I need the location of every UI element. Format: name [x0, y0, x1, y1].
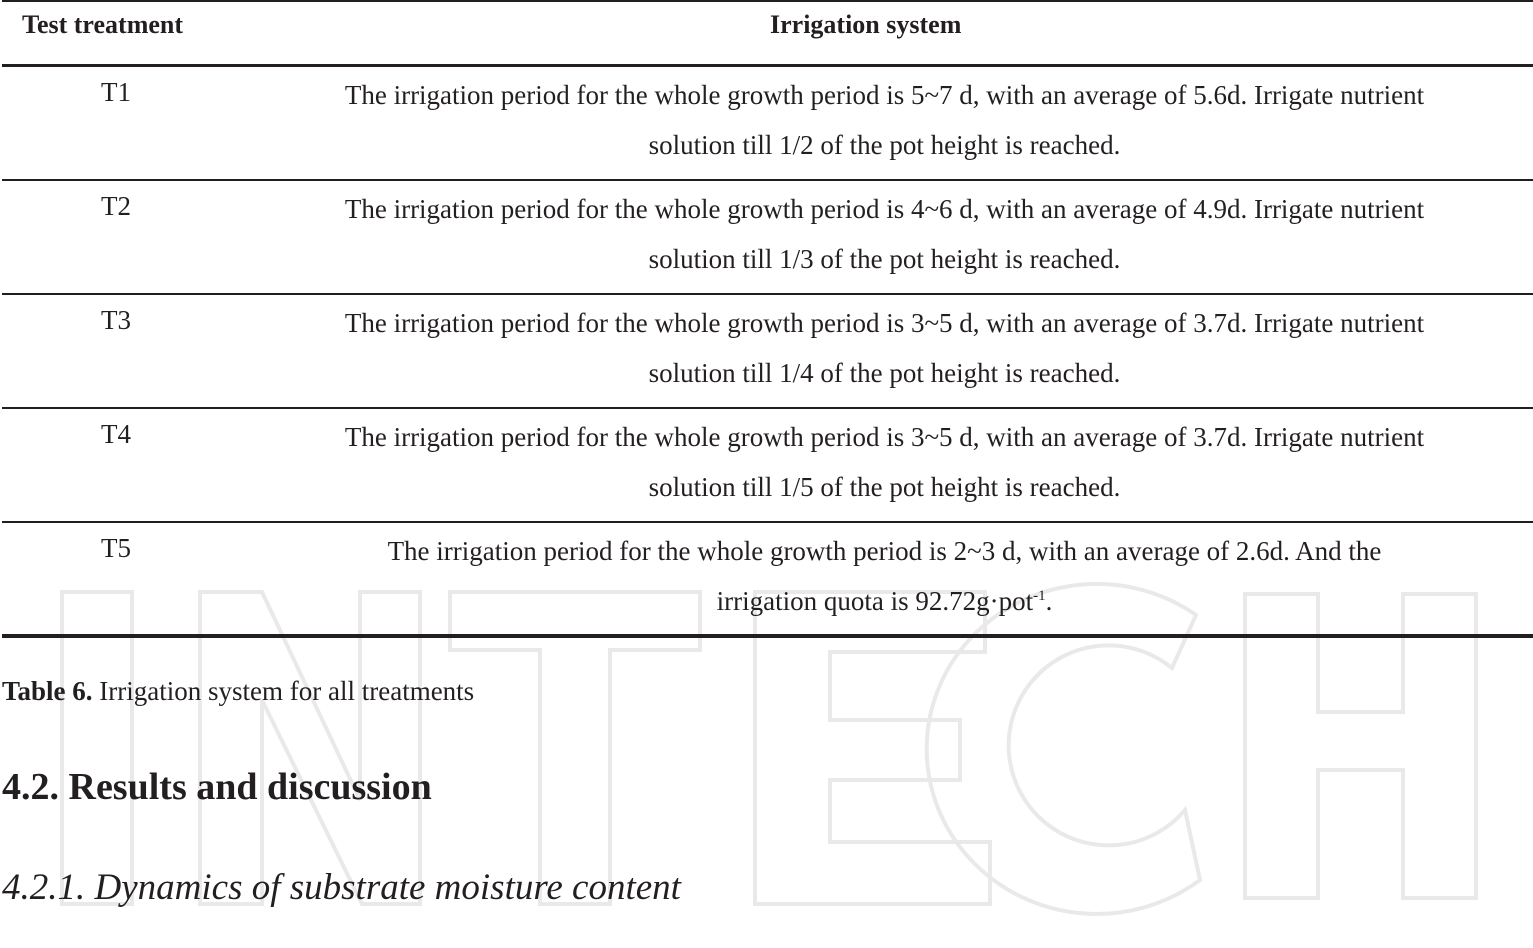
treatment-cell: T1	[101, 77, 131, 107]
irrigation-cell	[236, 412, 1533, 512]
watermark-letter-h	[1245, 594, 1476, 898]
irrigation-cell	[236, 526, 1533, 626]
treatment-cell: T2	[101, 191, 131, 221]
irrigation-line: solution till 1/3 of the pot height is reached.	[648, 244, 1121, 274]
table-top-rule	[2, 0, 1533, 2]
watermark-letter-t	[450, 592, 700, 904]
irrigation-line: solution till 1/2 of the pot height is reached.	[648, 130, 1121, 160]
watermark-letter-i	[62, 592, 132, 904]
section-heading: 4.2. Results and discussion	[2, 766, 432, 808]
column-header-test-treatment: Test treatment	[22, 10, 184, 39]
irrigation-line: The irrigation period for the whole growth period is 5~7 d, with an average of 5.6d. Irrigate nutrient	[344, 80, 1425, 110]
irrigation-line: solution till 1/4 of the pot height is reached.	[648, 358, 1121, 388]
table-bottom-rule	[2, 634, 1533, 638]
irrigation-line: The irrigation period for the whole growth period is 3~5 d, with an average of 3.7d. Irrigate nutrient	[344, 422, 1425, 452]
irrigation-line: The irrigation period for the whole growth period is 3~5 d, with an average of 3.7d. Irrigate nutrient	[344, 308, 1425, 338]
table-row-rule	[2, 521, 1533, 523]
subsection-heading: 4.2.1. Dynamics of substrate moisture content	[2, 867, 681, 908]
column-header-irrigation-system: Irrigation system	[770, 10, 962, 39]
caption-label: Table 6.	[2, 676, 93, 706]
irrigation-line: The irrigation period for the whole growth period is 4~6 d, with an average of 4.9d. Irrigate nutrient	[344, 194, 1425, 224]
irrigation-line: The irrigation period for the whole growth period is 2~3 d, with an average of 2.6d. And the	[387, 536, 1382, 566]
irrigation-line: solution till 1/5 of the pot height is reached.	[648, 472, 1121, 502]
irrigation-quota-text: irrigation quota is 92.72g·pot	[716, 586, 1034, 616]
table-row-rule	[2, 179, 1533, 181]
caption-text: Irrigation system for all treatments	[92, 676, 475, 706]
irrigation-cell	[236, 70, 1533, 170]
irrigation-cell	[236, 184, 1533, 284]
treatment-cell: T5	[101, 533, 131, 563]
table-header-rule	[2, 64, 1533, 67]
irrigation-cell	[236, 298, 1533, 398]
table-row-rule	[2, 293, 1533, 295]
period: .	[1045, 586, 1053, 616]
irrigation-line	[236, 576, 1533, 626]
watermark-letter-n	[200, 592, 420, 904]
superscript-exponent: -1	[1033, 588, 1046, 604]
treatment-cell: T4	[101, 419, 131, 449]
table-row-rule	[2, 407, 1533, 409]
treatment-cell: T3	[101, 305, 131, 335]
table-caption	[2, 676, 474, 707]
watermark-letter-e	[755, 592, 990, 904]
